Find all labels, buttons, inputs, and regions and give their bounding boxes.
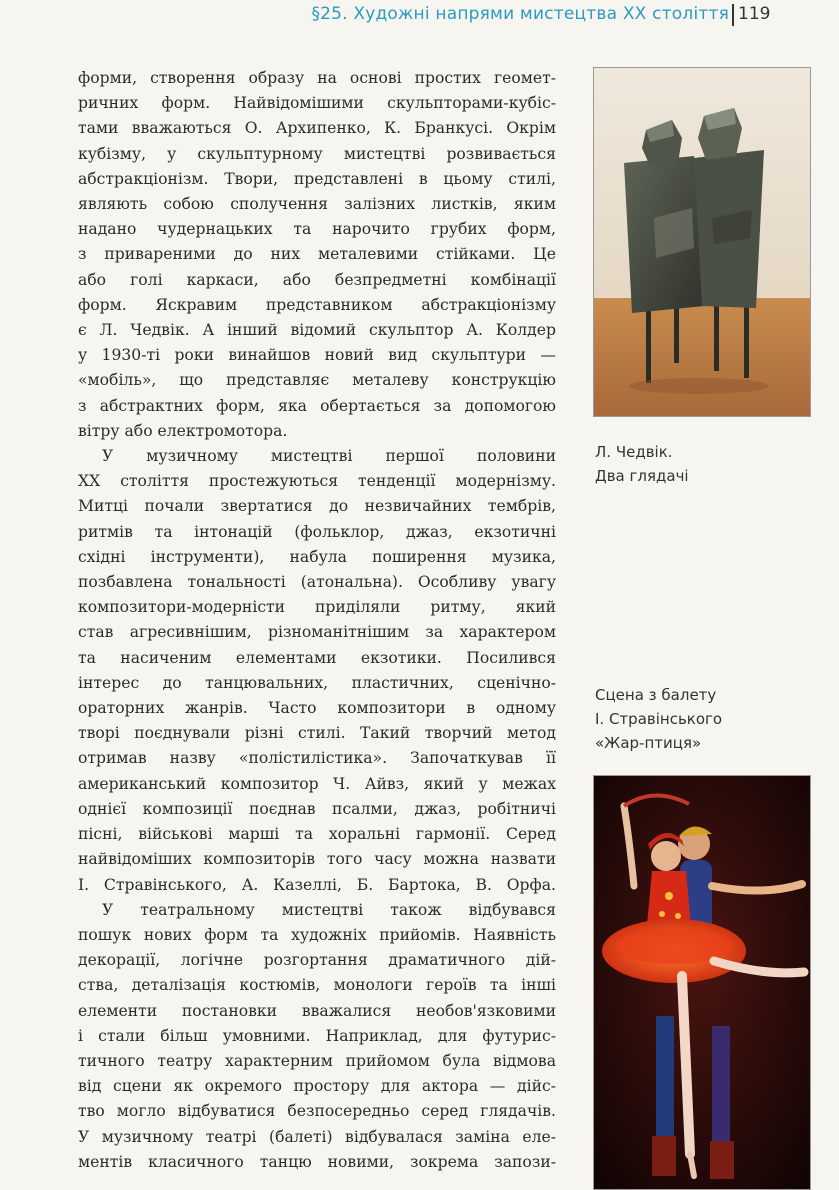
caption-line: «Жар-птиця»: [595, 734, 702, 752]
header-divider: [732, 4, 734, 26]
text-line: є Л. Чедвік. А інший відомий скульптор А. Колдер: [78, 321, 556, 340]
text-line: тичного театру характерним прийомом була відмова: [78, 1051, 556, 1070]
page-number: 119: [738, 4, 771, 24]
text-line: У музичному театрі (балеті) відбувалася заміна еле-: [78, 1127, 556, 1146]
text-line: І. Стравінського, А. Казеллі, Б. Бартока, В. Орфа.: [78, 875, 556, 894]
text-line: з абстрактних форм, яка обертається за допомогою: [78, 396, 556, 415]
text-line: ричних форм. Найвідомішими скульпторами-кубіс-: [78, 94, 556, 113]
text-line: У музичному мистецтві першої половини: [102, 447, 556, 466]
sculpture-caption: [595, 440, 835, 488]
text-line: абстракціонізм. Твори, представлені в цьому стилі,: [78, 169, 556, 188]
text-line: від сцени як окремого простору для актора — дійс-: [78, 1077, 556, 1096]
text-line: тво могло відбуватися безпосередньо серед глядачів.: [78, 1102, 556, 1121]
caption-line: І. Стравінського: [595, 710, 723, 728]
text-line: у 1930-ті роки винайшов новий вид скульптури —: [78, 346, 556, 365]
text-line: і стали більш умовними. Наприклад, для футурис-: [78, 1026, 556, 1045]
text-line: елементи постановки вважалися необов'язковими: [78, 1001, 556, 1020]
text-line: отримав назву «полістилістика». Започаткував її: [78, 749, 556, 768]
paragraph-sculpture: [78, 66, 556, 444]
section-title: §25. Художні напрями мистецтва ХХ століття: [311, 4, 729, 24]
text-line: декорації, логічне розгортання драматичного дій-: [78, 951, 556, 970]
text-line: творі поєднували різні стилі. Такий творчий метод: [78, 724, 556, 743]
ballet-photo: [593, 775, 811, 1190]
text-line: форм. Яскравим представником абстракціонізму: [78, 295, 556, 314]
caption-line: Два глядачі: [595, 467, 689, 485]
text-line: східні інструменти), набула поширення музика,: [78, 547, 556, 566]
sculpture-photo: [593, 67, 811, 417]
running-header: [0, 0, 839, 32]
text-line: ства, деталізація костюмів, монологи героїв та інші: [78, 976, 556, 995]
text-line: композитори-модерністи приділяли ритму, який: [78, 598, 556, 617]
text-line: ХХ століття простежуються тенденції модернізму.: [78, 472, 556, 491]
text-line: найвідоміших композиторів того часу можна назвати: [78, 850, 556, 869]
ballet-caption: [595, 683, 835, 755]
text-line: інтерес до танцювальних, пластичних, сценічно-: [78, 673, 556, 692]
body-text: [78, 66, 556, 1175]
text-line: тами вважаються О. Архипенко, К. Бранкусі. Окрім: [78, 119, 556, 138]
paragraph-music: [78, 444, 556, 898]
text-line: надано чудернацьких та нарочито грубих форм,: [78, 220, 556, 239]
text-line: ораторних жанрів. Часто композитори в одному: [78, 699, 556, 718]
text-line: Митці почали звертатися до незвичайних тембрів,: [78, 497, 556, 516]
text-line: американський композитор Ч. Айвз, який у межах: [78, 774, 556, 793]
text-line: позбавлена тональності (атональна). Особливу увагу: [78, 573, 556, 592]
text-line: та насиченим елементами екзотики. Посилився: [78, 648, 556, 667]
caption-line: Сцена з балету: [595, 686, 717, 704]
text-line: «мобіль», що представляє металеву конструкцію: [78, 371, 556, 390]
text-line: кубізму, у скульптурному мистецтві розвивається: [78, 144, 556, 163]
text-line: або голі каркаси, або безпредметні комбінації: [78, 270, 556, 289]
text-line: форми, створення образу на основі простих геомет-: [78, 69, 556, 87]
text-line: У театральному мистецтві також відбувався: [102, 900, 556, 919]
text-line: ментів класичного танцю новими, зокрема запози-: [78, 1152, 556, 1171]
text-line: став агресивнішим, різноманітнішим за характером: [78, 623, 556, 642]
text-line: з привареними до них металевими стійками. Це: [78, 245, 556, 264]
text-line: вітру або електромотора.: [78, 421, 288, 440]
paragraph-theatre: [78, 898, 556, 1175]
text-line: ритмів та інтонацій (фольклор, джаз, екзотичні: [78, 522, 556, 541]
text-line: пісні, військові марші та хоральні гармонії. Серед: [78, 825, 556, 844]
text-line: однієї композиції поєднав псалми, джаз, робітничі: [78, 799, 556, 818]
caption-line: Л. Чедвік.: [595, 443, 673, 461]
text-line: пошук нових форм та художніх прийомів. Наявність: [78, 925, 556, 944]
text-line: являють собою сполучення залізних листків, яким: [78, 195, 556, 214]
